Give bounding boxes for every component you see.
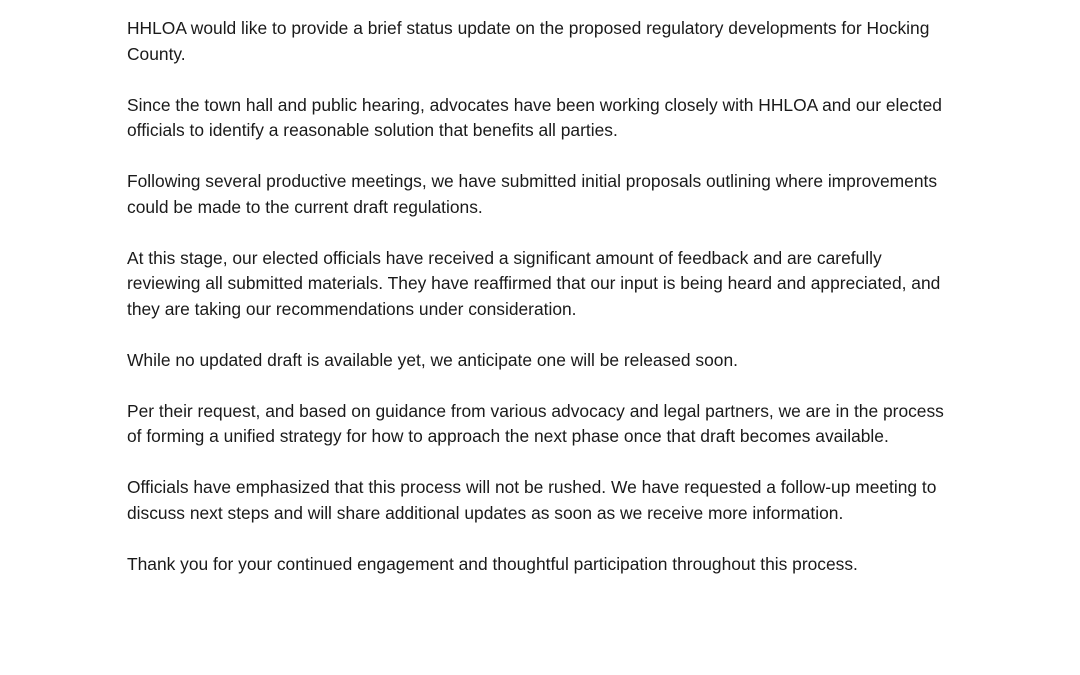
document-body xyxy=(127,16,957,577)
paragraph-draft-status: While no updated draft is available yet, we anticipate one will be released soon. xyxy=(127,349,738,370)
paragraph-intro: HHLOA would like to provide a brief status update on the proposed regulatory developments for Hocking County. xyxy=(127,18,930,64)
paragraph-thank-you: Thank you for your continued engagement and thoughtful participation throughout this process. xyxy=(127,553,858,574)
paragraph-next-steps: Officials have emphasized that this process will not be rushed. We have requested a follow-up meeting to discuss next steps and will share additional updates as soon as we receive more information. xyxy=(127,477,937,523)
paragraph-proposals: Following several productive meetings, we have submitted initial proposals outlining where improvements could be made to the current draft regulations. xyxy=(127,171,938,217)
paragraph-strategy: Per their request, and based on guidance from various advocacy and legal partners, we are in the process of forming a unified strategy for how to approach the next phase once that draft becomes available. xyxy=(127,400,944,446)
paragraph-feedback: At this stage, our elected officials have received a significant amount of feedback and are carefully reviewing all submitted materials. They have reaffirmed that our input is being heard and appreciated, and they are taking our recommendations under consideration. xyxy=(127,247,941,319)
paragraph-town-hall: Since the town hall and public hearing, advocates have been working closely with HHLOA and our elected officials to identify a reasonable solution that benefits all parties. xyxy=(127,94,942,140)
